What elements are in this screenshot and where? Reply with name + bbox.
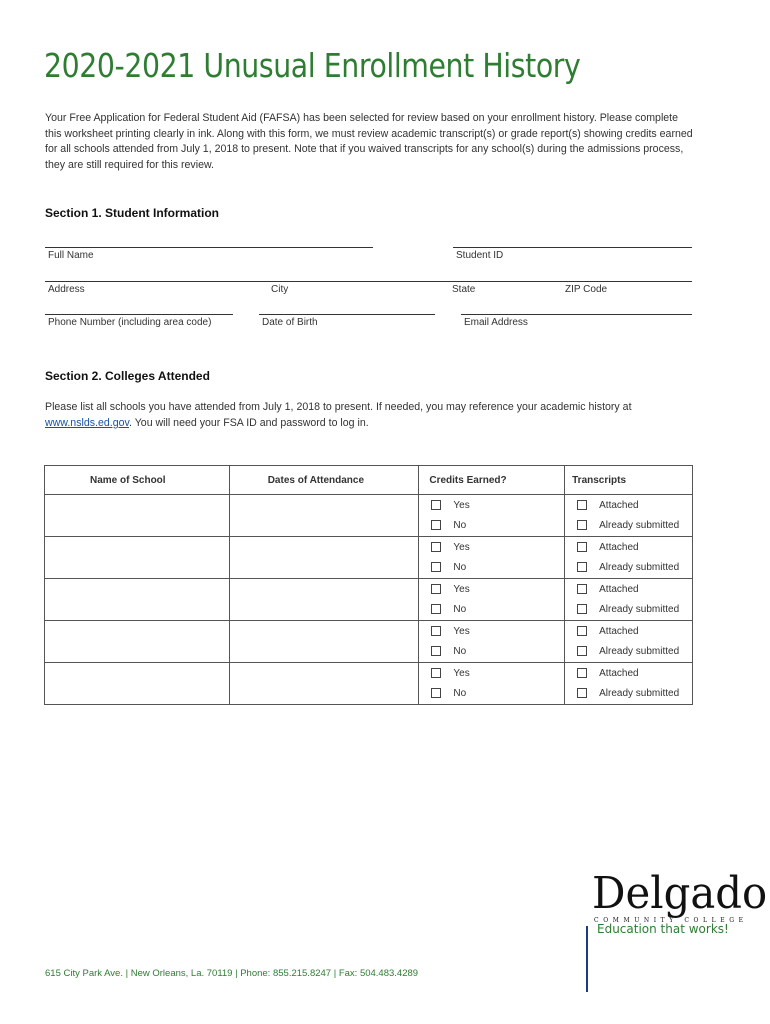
transcript-submitted-option[interactable] [565, 515, 692, 535]
table-header-row [45, 466, 693, 495]
checkbox[interactable] [577, 520, 587, 530]
city-label: City [271, 284, 289, 295]
section-2-text [45, 399, 715, 431]
phone-field[interactable] [45, 314, 233, 331]
email-label: Email Address [464, 317, 528, 328]
address-label: Address [48, 284, 85, 295]
table-row [45, 495, 693, 537]
transcripts-cell [565, 663, 693, 705]
option-label: Attached [599, 583, 639, 595]
checkbox[interactable] [431, 520, 441, 530]
credits-cell [419, 621, 565, 663]
transcripts-cell [565, 621, 693, 663]
footer-contact: 615 City Park Ave. | New Orleans, La. 70119 | Phone: 855.215.8247 | Fax: 504.483.4289 [45, 968, 419, 979]
option-label: Attached [599, 541, 639, 553]
checkbox[interactable] [431, 562, 441, 572]
checkbox[interactable] [431, 542, 441, 552]
checkbox[interactable] [577, 646, 587, 656]
credits-yes-option[interactable] [419, 621, 564, 641]
option-label: No [453, 645, 467, 657]
student-id-field[interactable] [453, 247, 692, 264]
dates-cell[interactable] [229, 495, 419, 537]
table-row [45, 579, 693, 621]
option-label: Yes [453, 667, 470, 679]
checkbox[interactable] [577, 584, 587, 594]
logo-name: Delgado [592, 868, 768, 919]
transcript-attached-option[interactable] [565, 579, 692, 599]
address-line [45, 281, 692, 298]
transcript-submitted-option[interactable] [565, 683, 692, 703]
student-id-label: Student ID [456, 250, 504, 261]
checkbox[interactable] [431, 584, 441, 594]
credits-cell [419, 537, 565, 579]
option-label: Attached [599, 667, 639, 679]
checkbox[interactable] [431, 626, 441, 636]
transcript-attached-option[interactable] [565, 621, 692, 641]
transcript-submitted-option[interactable] [565, 599, 692, 619]
section-2-heading: Section 2. Colleges Attended [45, 369, 210, 383]
transcripts-cell [565, 579, 693, 621]
checkbox[interactable] [577, 626, 587, 636]
credits-no-option[interactable] [419, 683, 564, 703]
header-name-of-school: Name of School [45, 466, 230, 495]
table-row [45, 663, 693, 705]
credits-no-option[interactable] [419, 599, 564, 619]
intro-paragraph: Your Free Application for Federal Student Aid (FAFSA) has been selected for review based on your enrollment history. Please complete this worksheet printing clearly in ink. Along with this form, we must review academic transcript(s) or grade report(s) showing credits earned for all schools attended from July 1, 2018 to present. Note that if you waived transcripts for any school(s) during the admissions process, they are still required for this review. [45, 112, 693, 171]
transcript-attached-option[interactable] [565, 537, 692, 557]
option-label: Yes [453, 625, 470, 637]
transcript-attached-option[interactable] [565, 663, 692, 683]
school-name-cell[interactable] [45, 537, 230, 579]
school-name-cell[interactable] [45, 579, 230, 621]
option-label: Already submitted [599, 519, 680, 531]
transcript-attached-option[interactable] [565, 495, 692, 515]
dates-cell[interactable] [229, 663, 419, 705]
credits-cell [419, 663, 565, 705]
dob-label: Date of Birth [262, 317, 318, 328]
option-label: Yes [453, 583, 470, 595]
transcript-submitted-option[interactable] [565, 557, 692, 577]
tagline: Education that works! [597, 922, 729, 936]
option-label: No [453, 687, 467, 699]
checkbox[interactable] [577, 668, 587, 678]
credits-no-option[interactable] [419, 515, 564, 535]
checkbox[interactable] [577, 688, 587, 698]
option-label: No [453, 603, 467, 615]
state-label: State [452, 284, 476, 295]
school-name-cell[interactable] [45, 663, 230, 705]
transcript-submitted-option[interactable] [565, 641, 692, 661]
zip-label: ZIP Code [565, 284, 608, 295]
dates-cell[interactable] [229, 537, 419, 579]
checkbox[interactable] [431, 646, 441, 656]
option-label: Yes [453, 499, 470, 511]
table-row [45, 621, 693, 663]
email-field[interactable] [461, 314, 692, 331]
credits-yes-option[interactable] [419, 537, 564, 557]
dob-field[interactable] [259, 314, 435, 331]
colleges-table [44, 465, 693, 705]
table-row [45, 537, 693, 579]
logo-divider [586, 926, 588, 992]
credits-cell [419, 495, 565, 537]
checkbox[interactable] [431, 604, 441, 614]
header-transcripts: Transcripts [565, 466, 693, 495]
dates-cell[interactable] [229, 621, 419, 663]
section-2-text-after: . You will need your FSA ID and password to log in. [129, 417, 369, 429]
phone-label: Phone Number (including area code) [48, 317, 212, 328]
option-label: Attached [599, 499, 639, 511]
dates-cell[interactable] [229, 579, 419, 621]
page-title: 2020-2021 Unusual Enrollment History [44, 46, 581, 85]
option-label: Already submitted [599, 687, 680, 699]
checkbox[interactable] [431, 500, 441, 510]
full-name-label: Full Name [48, 250, 94, 261]
credits-yes-option[interactable] [419, 579, 564, 599]
option-label: No [453, 561, 467, 573]
section-1-heading: Section 1. Student Information [45, 206, 220, 220]
option-label: No [453, 519, 467, 531]
section-2-text-before: Please list all schools you have attended from July 1, 2018 to present. If needed, you may reference your academic history at [45, 401, 632, 413]
transcripts-cell [565, 495, 693, 537]
option-label: Already submitted [599, 645, 680, 657]
option-label: Already submitted [599, 603, 680, 615]
credits-yes-option[interactable] [419, 495, 564, 515]
school-name-cell[interactable] [45, 621, 230, 663]
option-label: Already submitted [599, 561, 680, 573]
checkbox[interactable] [577, 542, 587, 552]
checkbox[interactable] [431, 668, 441, 678]
checkbox[interactable] [577, 500, 587, 510]
option-label: Yes [453, 541, 470, 553]
logo-subtitle: COMMUNITY COLLEGE [594, 917, 748, 924]
header-dates: Dates of Attendance [229, 466, 419, 495]
nslds-link[interactable]: www.nslds.ed.gov [45, 417, 130, 429]
credits-no-option[interactable] [419, 557, 564, 577]
option-label: Attached [599, 625, 639, 637]
credits-cell [419, 579, 565, 621]
credits-yes-option[interactable] [419, 663, 564, 683]
full-name-field[interactable] [45, 247, 373, 264]
checkbox[interactable] [431, 688, 441, 698]
school-name-cell[interactable] [45, 495, 230, 537]
checkbox[interactable] [577, 604, 587, 614]
credits-no-option[interactable] [419, 641, 564, 661]
transcripts-cell [565, 537, 693, 579]
header-credits: Credits Earned? [419, 466, 565, 495]
checkbox[interactable] [577, 562, 587, 572]
